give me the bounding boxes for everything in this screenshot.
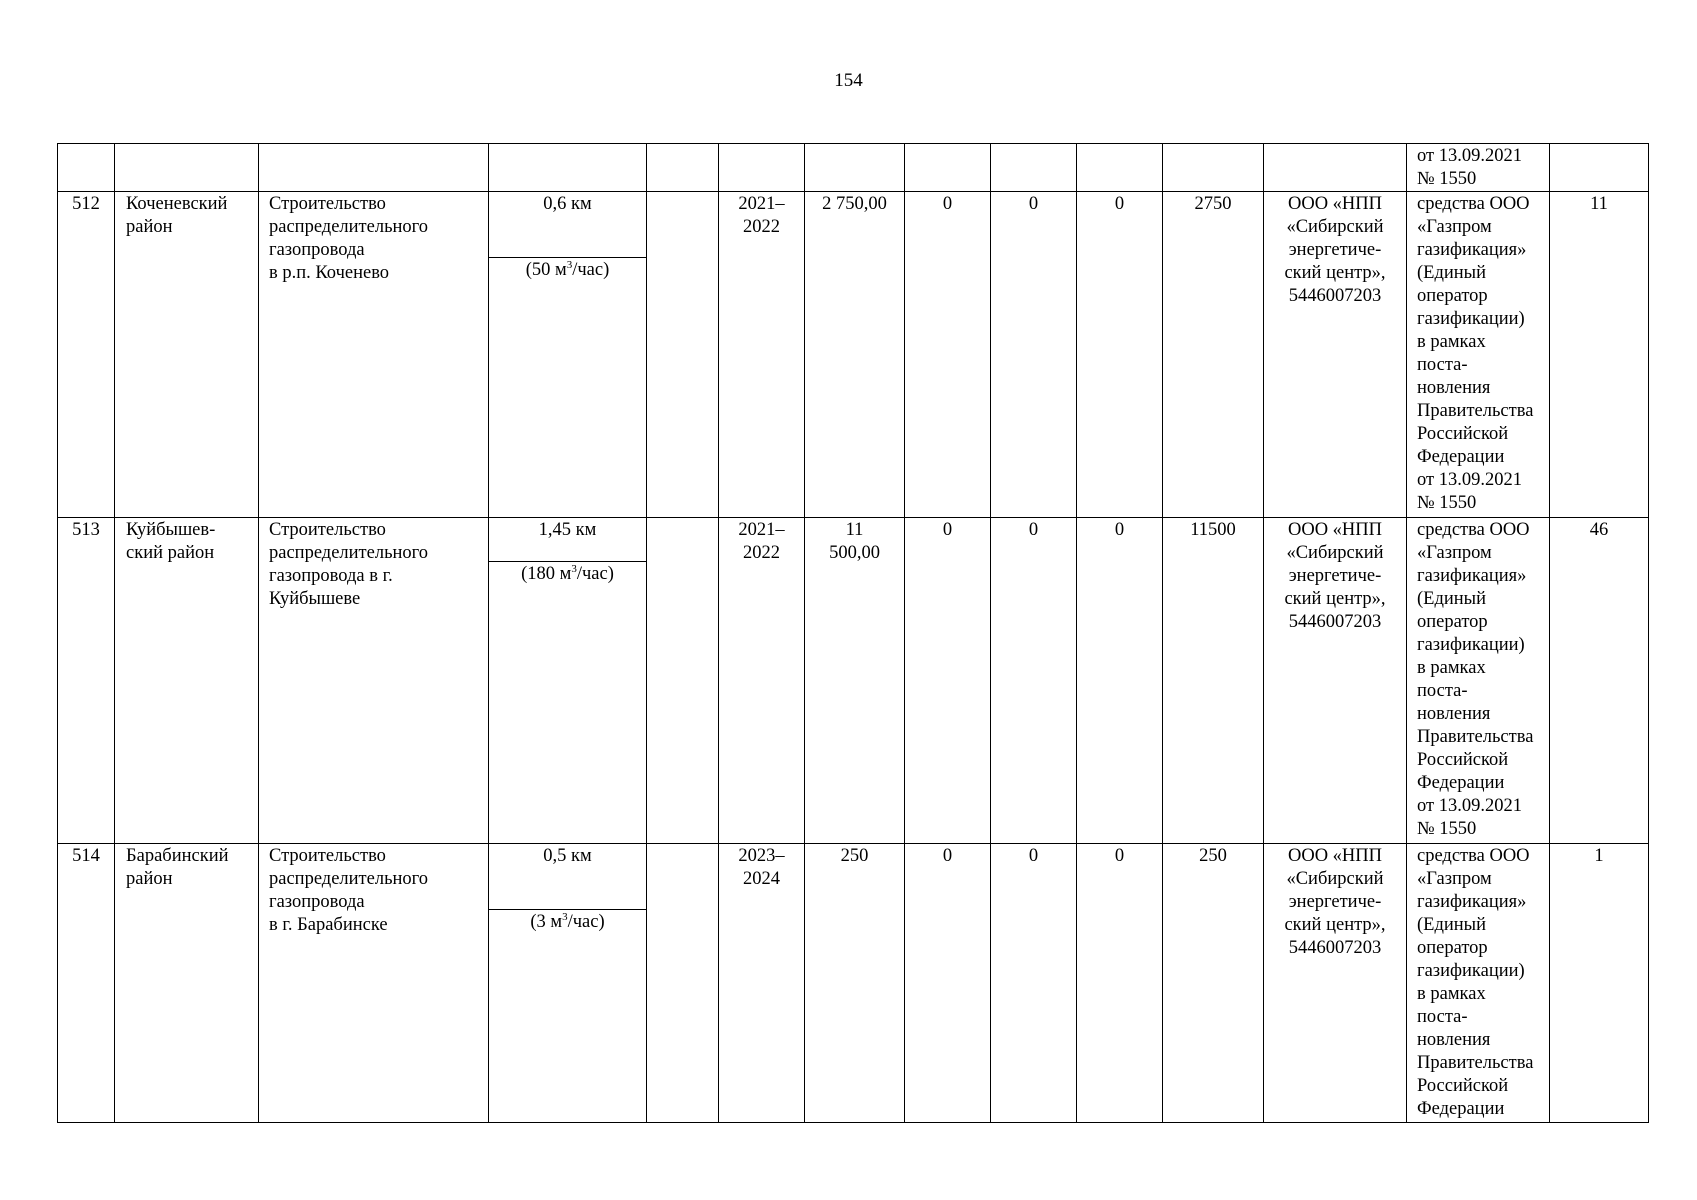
- district-cell: Барабинский район: [115, 844, 259, 1123]
- project-cell: Строительство распределительного газопровода в г. Барабинске: [259, 844, 489, 1123]
- organization-cell: ООО «НПП «Сибирский энергетиче- ский центр», 5446007203: [1264, 192, 1407, 518]
- funding-source-cell: от 13.09.2021 № 1550: [1407, 144, 1550, 192]
- last-value-cell: 1: [1550, 844, 1649, 1123]
- last-value-cell: 11: [1550, 192, 1649, 518]
- years-cell: 2021– 2022: [719, 518, 805, 844]
- value-cell: 0: [991, 518, 1077, 844]
- capacity-cell: [489, 844, 647, 1123]
- row-number: 512: [58, 192, 115, 518]
- capacity-cell: [489, 192, 647, 518]
- last-value-cell: 46: [1550, 518, 1649, 844]
- value-cell: 0: [905, 844, 991, 1123]
- throughput: (3 $м^3/час$): [530, 910, 605, 932]
- throughput: (50 $м^3/час$): [525, 258, 610, 280]
- value-cell: 0: [991, 844, 1077, 1123]
- gasification-table: [57, 143, 1649, 1123]
- page-number: 154: [834, 70, 863, 91]
- row-number: 513: [58, 518, 115, 844]
- table-row: [58, 192, 1649, 518]
- organization-cell: ООО «НПП «Сибирский энергетиче- ский центр», 5446007203: [1264, 518, 1407, 844]
- table-row-continuation: [58, 144, 1649, 192]
- capacity-cell: [489, 518, 647, 844]
- total-cost-cell: 250: [805, 844, 905, 1123]
- value-cell: 11500: [1163, 518, 1264, 844]
- project-cell: Строительство распределительного газопровода в р.п. Коченево: [259, 192, 489, 518]
- value-cell: 0: [905, 192, 991, 518]
- table-row: [58, 844, 1649, 1123]
- district-cell: Коченевский район: [115, 192, 259, 518]
- value-cell: 0: [991, 192, 1077, 518]
- throughput: (180 $м^3/час$): [521, 562, 614, 584]
- row-number: 514: [58, 844, 115, 1123]
- value-cell: 0: [905, 518, 991, 844]
- pipeline-length: 0,6 км: [489, 192, 646, 258]
- district-cell: Куйбышев- ский район: [115, 518, 259, 844]
- value-cell: 250: [1163, 844, 1264, 1123]
- funding-source-cell: средства ООО «Газпром газификация» (Единый оператор газификации) в рамках поста- новления Правительства Российской Федерации от 13.09.2021 № 1550: [1407, 192, 1550, 518]
- organization-cell: ООО «НПП «Сибирский энергетиче- ский центр», 5446007203: [1264, 844, 1407, 1123]
- project-cell: Строительство распределительного газопровода в г. Куйбышеве: [259, 518, 489, 844]
- table-row: [58, 518, 1649, 844]
- value-cell: 2750: [1163, 192, 1264, 518]
- pipeline-length: 0,5 км: [489, 844, 646, 910]
- years-cell: 2021– 2022: [719, 192, 805, 518]
- total-cost-cell: 2 750,00: [805, 192, 905, 518]
- value-cell: 0: [1077, 518, 1163, 844]
- value-cell: 0: [1077, 844, 1163, 1123]
- total-cost-cell: 11 500,00: [805, 518, 905, 844]
- pipeline-length: 1,45 км: [489, 518, 646, 562]
- funding-source-cell: средства ООО «Газпром газификация» (Единый оператор газификации) в рамках поста- новления Правительства Российской Федерации: [1407, 844, 1550, 1123]
- years-cell: 2023– 2024: [719, 844, 805, 1123]
- value-cell: 0: [1077, 192, 1163, 518]
- funding-source-cell: средства ООО «Газпром газификация» (Единый оператор газификации) в рамках поста- новления Правительства Российской Федерации от 13.09.2021 № 1550: [1407, 518, 1550, 844]
